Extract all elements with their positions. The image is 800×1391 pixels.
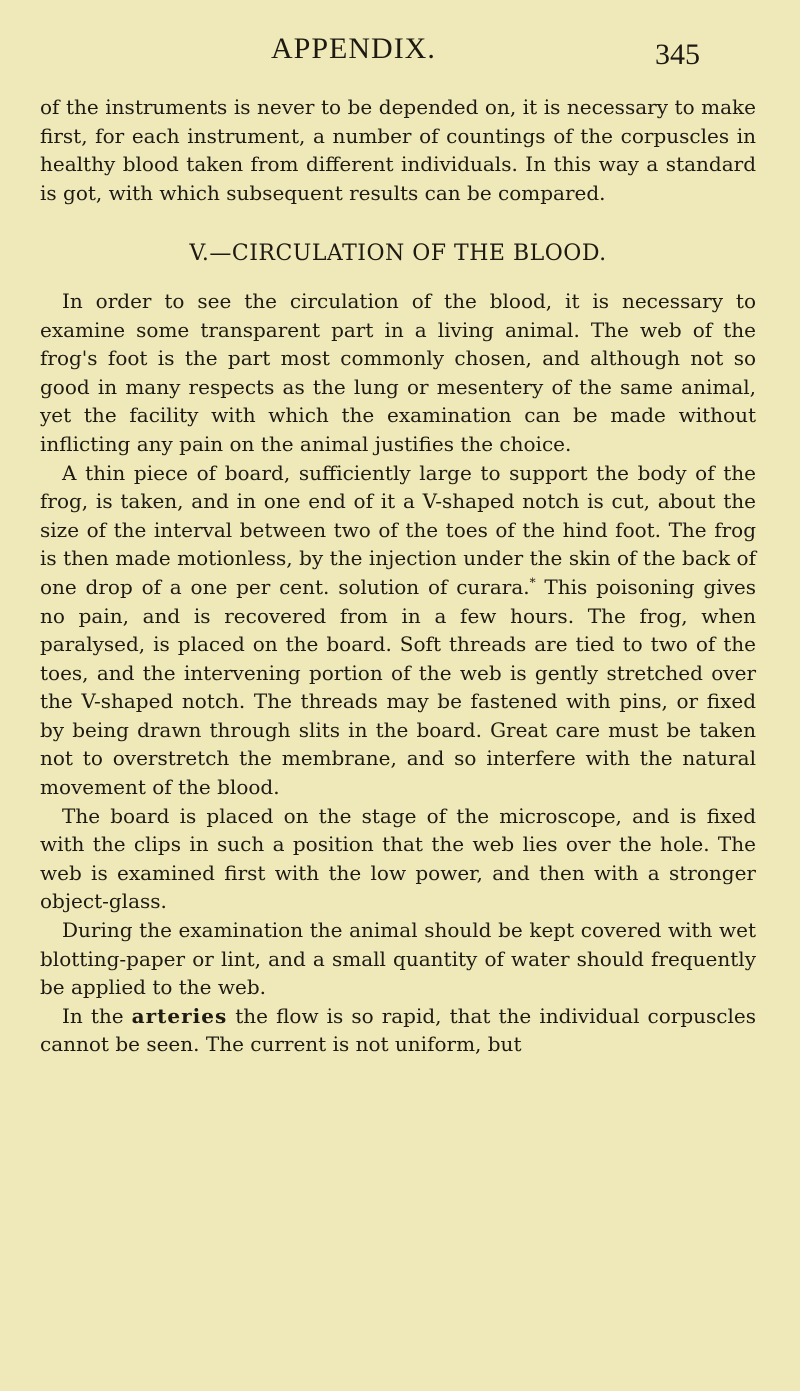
paragraph-intro: of the instruments is never to be depended on, it is necessary to make first, for each instrument, a number of countings of the corpuscles in healthy blood taken from different individuals. In this way a standard is got, with which subsequent results can be compared. <box>40 95 756 205</box>
paragraph-5-text-b: the flow is so rapid, that the individual corpuscles cannot be seen. The current is not uniform, but <box>40 1003 756 1057</box>
paragraph-1: In order to see the circulation of the blood, it is necessary to examine some transparent part in a living animal. The web of the frog's foot is the part most commonly chosen, and although not so good in many respects as the lung or mesentery of the same animal, yet the facility with which the examination can be made without inflicting any pain on the animal justifies the choice. <box>40 288 756 456</box>
page-body <box>40 93 756 1059</box>
paragraph-2-text-a: A thin piece of board, sufficiently large to support the body of the frog, is taken, and in one end of it a V-shaped notch is cut, about the size of the interval between two of the toes of the hind foot. The frog is then made motionless, by the injection under the skin of the back of one drop of a one per cent. solution of curara. <box>40 460 756 599</box>
page-number: 345 <box>655 38 700 71</box>
paragraph-2-text-b: This poisoning gives no pain, and is recovered from in a few hours. The frog, when paralysed, is placed on the board. Soft threads are tied to two of the toes, and the intervening portion of the web is gently stretched over the V-shaped notch. The threads may be fastened with pins, or fixed by being drawn through slits in the board. Great care must be taken not to overstretch the membrane, and so interfere with the natural movement of the blood. <box>40 574 756 800</box>
running-head: APPENDIX. <box>271 32 436 65</box>
paragraph-2 <box>40 459 756 802</box>
paragraph-5-text-a: In the <box>62 1003 132 1028</box>
page-header <box>0 30 800 74</box>
paragraph-4: During the examination the animal should be kept covered with wet blotting-paper or lint, and a small quantity of water should frequently be applied to the web. <box>40 918 756 1000</box>
emphasis-arteries: arteries <box>131 1003 228 1028</box>
paragraph-5 <box>40 1002 756 1059</box>
footnote-marker: * <box>529 575 536 590</box>
section-heading: V.—CIRCULATION OF THE BLOOD. <box>189 241 607 267</box>
paragraph-3: The board is placed on the stage of the microscope, and is fixed with the clips in such a position that the web lies over the hole. The web is examined first with the low power, and then with a stronger object-glass. <box>40 803 756 914</box>
